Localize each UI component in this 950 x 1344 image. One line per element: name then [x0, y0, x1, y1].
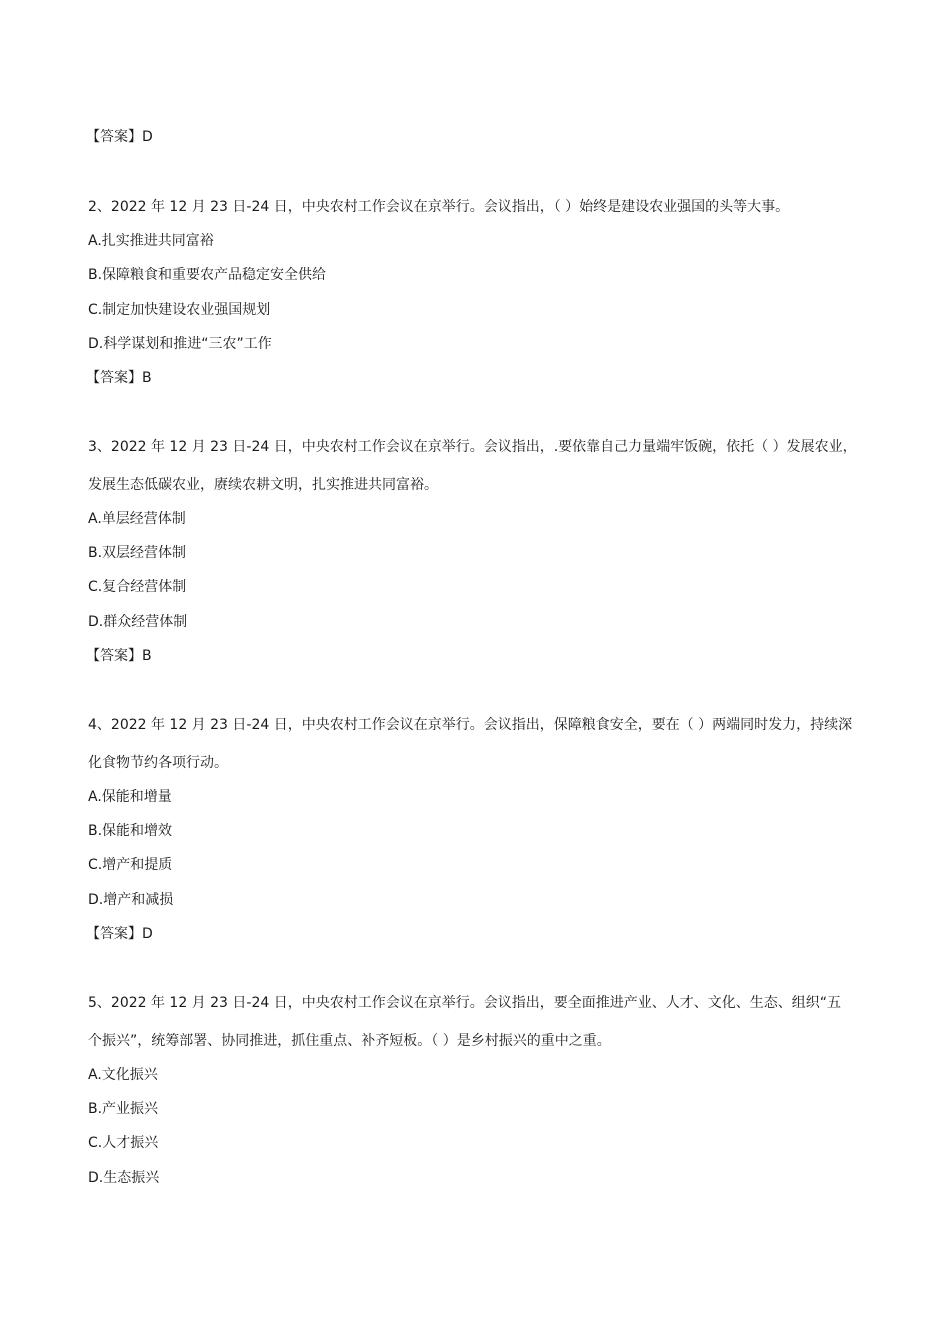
question-2-option-c: C.制定加快建设农业强国规划: [88, 302, 271, 318]
question-2-answer: 【答案】B: [86, 370, 152, 386]
question-4-stem-line-2: 化食物节约各项行动。: [88, 755, 228, 771]
question-4-option-c: C.增产和提质: [88, 857, 173, 873]
question-3-option-d: D.群众经营体制: [88, 614, 188, 630]
question-2-option-b: B.保障粮食和重要农产品稳定安全供给: [88, 267, 327, 283]
question-3-option-b: B.双层经营体制: [88, 545, 187, 561]
question-5-option-d: D.生态振兴: [88, 1170, 160, 1186]
question-4-option-a: A.保能和增量: [88, 789, 172, 805]
question-5-stem-line-2: 个振兴”，统筹部署、协同推进，抓住重点、补齐短板。（ ）是乡村振兴的重中之重。: [88, 1033, 611, 1049]
question-4-answer: 【答案】D: [86, 926, 153, 942]
question-2-option-a: A.扎实推进共同富裕: [88, 233, 214, 249]
question-4-stem-line-1: 4、2022 年 12 月 23 日-24 日，中央农村工作会议在京举行。会议指出，保障粮食安全，要在（ ）两端同时发力，持续深: [88, 717, 853, 733]
question-2-option-d: D.科学谋划和推进“三农”工作: [88, 336, 272, 352]
question-5-option-c: C.人才振兴: [88, 1135, 159, 1151]
question-5-option-a: A.文化振兴: [88, 1067, 158, 1083]
question-3-option-c: C.复合经营体制: [88, 579, 187, 595]
question-4-option-d: D.增产和减损: [88, 892, 174, 908]
question-3-stem-line-1: 3、2022 年 12 月 23 日-24 日，中央农村工作会议在京举行。会议指出，.要依靠自己力量端牢饭碗，依托（ ）发展农业，: [88, 439, 857, 455]
question-5-option-b: B.产业振兴: [88, 1101, 159, 1117]
question-3-stem-line-2: 发展生态低碳农业，赓续农耕文明，扎实推进共同富裕。: [88, 477, 438, 493]
question-3-answer: 【答案】B: [86, 648, 152, 664]
question-3-option-a: A.单层经营体制: [88, 511, 186, 527]
question-5-stem-line-1: 5、2022 年 12 月 23 日-24 日，中央农村工作会议在京举行。会议指出，要全面推进产业、人才、文化、生态、组织“五: [88, 995, 841, 1011]
question-2-stem-line-1: 2、2022 年 12 月 23 日-24 日，中央农村工作会议在京举行。会议指出，（ ）始终是建设农业强国的头等大事。: [88, 199, 790, 215]
question-4-option-b: B.保能和增效: [88, 823, 173, 839]
answer-q1: 【答案】D: [86, 129, 153, 145]
